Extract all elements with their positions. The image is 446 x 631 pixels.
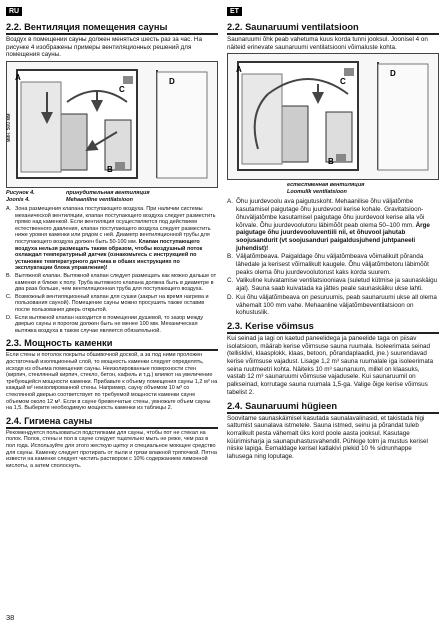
ventilation-figure-mechanical [6, 61, 218, 188]
svg-text:C: C [340, 77, 346, 87]
section-text: Saunaruumi õhk peab vahetuma kuus korda tunni jooksul. Joonisel 4 on näiteid erinevate saunaruumi ventilatsiooni võimaluste kohta. [227, 36, 428, 51]
lang-badge-ru: RU [6, 7, 22, 16]
list-item: C. Valikuline kuivatamise ventilatsiooniava (suletud kütmise ja saunaskäigu ajal). Sauna saab kuivatada ka jättes peale saunaskäiku ukse lahti. [227, 277, 438, 293]
caption-title-et: Mehaaniline ventilatsioon [66, 197, 133, 204]
list-item: B. Вытяжной клапан. Вытяжной клапан следует размещать как можно дальше от каменки и ближе к полу. Труба вытяжного клапана должна быть в диаметре в два раза больше, чем вентиляционная труба для поступающего воздуха. [6, 273, 217, 293]
section-title: 2.2. Saunaruumi ventilatsioon [227, 22, 439, 35]
list-item: A. Õhu juurdevoolu ava paigutuskoht. Mehaanilise õhu väljatõmbe kasutamisel paigutage õhu juurdevool kerise kohale. Gravitatsioon-õhuväljatõmbe kasutamisel paigutage õhu juurdevool kerise alla või kõrvale. Õhu juurdevoolutoru läbimõõt peab olema 50–100 mm. Ärge paigutage õhu juurdevooluventiili nii, et õhuvool jahutab soojusandurit (vt soojusanduri paigaldusjuhend juhtpaneeli juhendist)! [227, 198, 430, 252]
caption-title-et: Loomulik ventilatsioon [287, 189, 347, 196]
ventilation-list [227, 198, 439, 317]
ventilation-figure-natural [227, 53, 439, 180]
svg-text:B: B [107, 165, 113, 175]
svg-text:A: A [236, 65, 242, 75]
sauna-heater-diagram [228, 54, 438, 177]
figure-caption [227, 182, 439, 196]
size-label: мин. 500 мм [6, 113, 12, 143]
section-text: Если стены и потолок покрыты обшивочной доской, а за под ними проложен достаточный изоляционный слой, то мощность каменки следует определять, исходя из объема помещения сауны. Неизолированные поверхности стен (кирпич, стеклянный кирпич, стекло, бетон, кафель и т.д.) влияют на увеличение требующейся мощности каменки. Прибавьте к объему помещения сауны 1,2 м³ на каждый м² неизолированной стены. Например, сауну объемом 10 м³ со стеклянной дверью соответствует по требуемой мощности каменки сауне объемом около 12 м³. Если в сауне бревенчатые стены, умножьте объем сауны на 1,5. Выберите необходимую мощность каменки из таблицы 2. [6, 352, 218, 412]
section-title: 2.3. Kerise võimsus [227, 321, 439, 334]
section-title: 2.3. Мощность каменки [6, 338, 218, 351]
lang-badge-et: ET [227, 7, 242, 16]
figure-caption [6, 190, 218, 204]
svg-text:C: C [119, 85, 125, 95]
left-column [6, 0, 218, 471]
svg-text:B: B [328, 157, 334, 167]
sauna-heater-diagram [7, 62, 217, 185]
section-text: Рекомендуется пользоваться подстилками для сауны, чтобы пот не стекал на полок. Полок, стены и пол в сауне следует тщательно мыть не реже, чем раз в пол года. Используйте для этого жесткую щетку и специальное моющее средство для сауны. Каменку следует протирать от пыли и грязи влажной тряпочкой. Пятна извести на каменке следует чистить раствором с 10% содержанием лимонной кислоты, а затем сполоснуть. [6, 429, 217, 469]
section-text: Soovitame saunaskäimisel kasutada saunalavalinasid, et takistada higi sattumist saunalava istmetele. Sauna istmed, seinu ja põrandat tuleb korralikult pesta vähemalt üks kord poole aasta jooksul. Kasutage küürimisharja ja saunapuhastusvahendit. Pühkige tolm ja mustus kerisel niiske lapiga. Eemaldage kerisel katlakivi plekid 10 % sidrunhappe lahusega ning loputage. [227, 414, 428, 461]
list-item: D. Если вытяжной клапан находится в помещении душевой, то зазор между дверью сауны и порогом должен быть не менее 100 мм. Механическая вытяжка воздуха в таком случае является обязательной. [6, 314, 204, 334]
section-title: 2.4. Гигиена сауны [6, 416, 218, 429]
list-item: D. Kui õhu väljatõmbeava on pesuruumis, peab saunaruumi ukse all olema vähemalt 100 mm vahe. Mehaanline väljatõmbeventilatsioon on kohustuslik. [227, 293, 437, 317]
section-text: Воздух в помещении сауны должен меняться шесть раз за час. На рисунке 4 изображены примеры вентиляционных решений для помещения сауны. [6, 36, 202, 59]
section-title: 2.4. Saunaruumi hügieen [227, 401, 439, 414]
section-title: 2.2. Вентиляция помещения сауны [6, 22, 218, 35]
svg-text:D: D [390, 69, 396, 79]
page-number: 38 [6, 613, 15, 622]
caption-title: естественная вентиляция [287, 182, 365, 189]
svg-text:D: D [169, 77, 175, 87]
caption-figure-number: Рисунок 4. [6, 190, 35, 197]
caption-title: принудительная вентиляция [66, 190, 150, 197]
ventilation-list [6, 206, 218, 334]
list-item: A. Зона размещения клапана поступающего воздуха. При наличии системы механической вентиляции, клапан поступающего воздуха следует разместить прямо над каменкой. Если вентиляция осуществляется под действием естественного давления, клапан поступающего воздуха следует разместить ниже уровня каменки или рядом с ней. Диаметр вентиляционной трубы для поступающего воздуха должен быть 50-100 мм. Клапан поступающего воздуха нельзя размещать таким образом, чтобы воздушный поток охлаждал температурный датчик (ознакомьтесь с инструкцией по установке температурного датчика в обших инструкциях по эксплуатации блока управления)! [6, 206, 216, 272]
list-item: B. Väljatõmbeava. Paigaldage õhu väljatõmbeava võimalikult põranda lähedale ja kerisest võimalikult kaugele. Õhu väljatõmbetoru läbimõõt peaks olema õhu juurdevoolutorust kaks korda suurem. [227, 253, 429, 276]
svg-text:A: A [15, 73, 21, 83]
section-text: Kui seinad ja lagi on kaetud paneelidega ja paneelide taga on piisav isolatsioon, määrab kerise võimsuse sauna ruumala. Isoleerimata seinad (tellisklivi, klaasplokk, klaas, betoon, põrandaplaadid, jne.) suurendavad kerise võimsuse vajadust. Lisage 1,2 m³ sauna ruumalale iga isoleerimata seina ruutmeetri kohta. Näiteks 10 m³ saunaruum, millel on klaasuks, vastab 12 m³ saunaruumi võimsuse vajadusele. Kui saunaruumil on palkseinad, korrutage sauna ruumala 1,5-ga. Valige õige kerise võimsus tabelist 2. [227, 334, 434, 396]
caption-figure-number-et: Joonis 4. [6, 197, 30, 204]
list-item: C. Возможный вентиляционный клапан для сушки (закрыт на время нагрева и пользования сауной). Помещение сауны можно просушить также оставив после пользования дверь открытой. [6, 293, 209, 314]
right-column [227, 0, 439, 463]
